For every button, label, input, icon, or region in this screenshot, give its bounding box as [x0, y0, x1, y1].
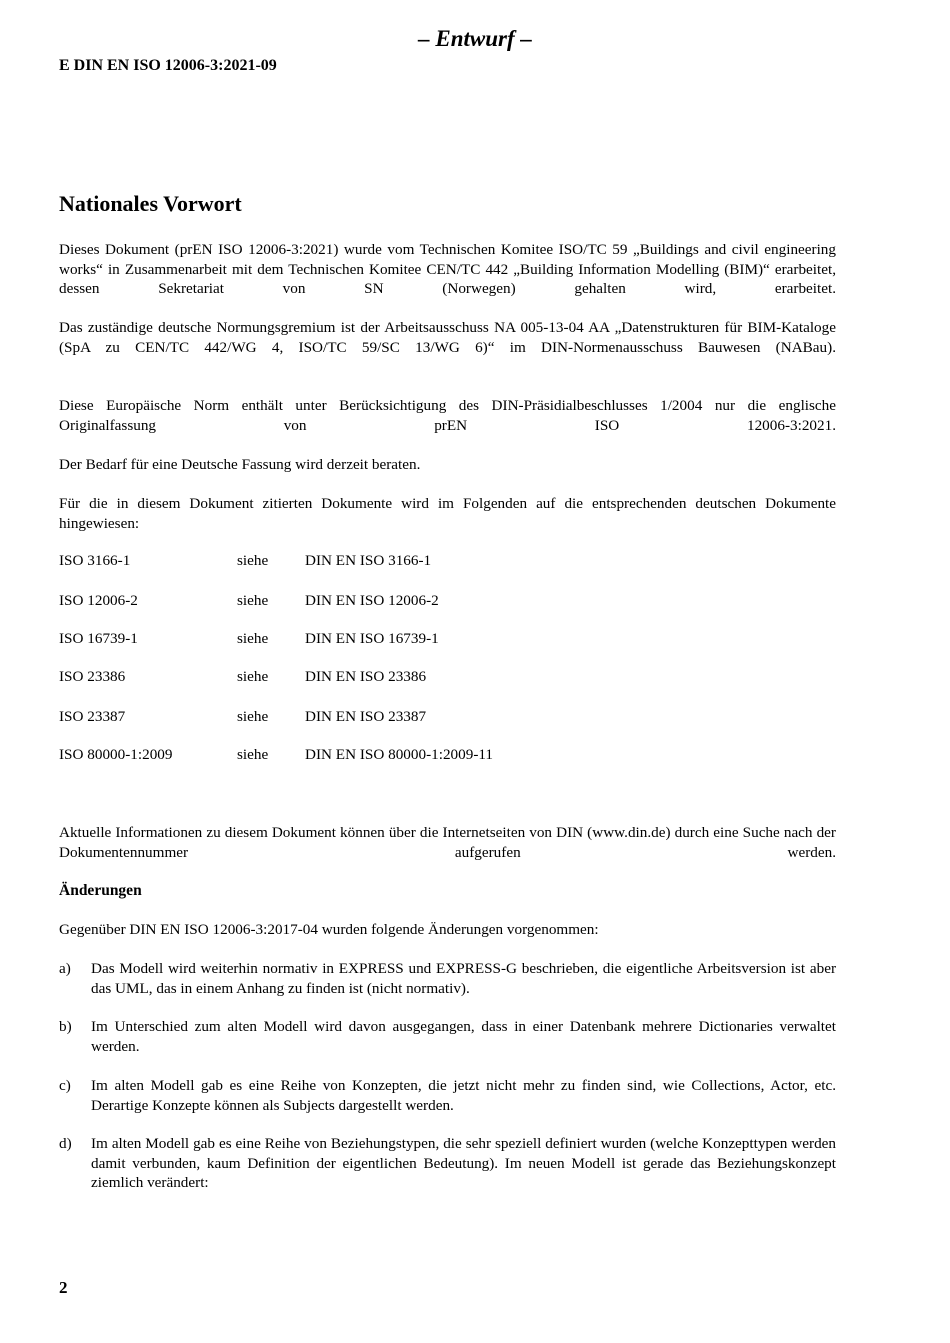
paragraph-german-version: Der Bedarf für eine Deutsche Fassung wird derzeit beraten. [59, 456, 421, 473]
reference-iso: ISO 23387 [59, 708, 126, 725]
list-item: Das Modell wird weiterhin normativ in EXPRESS und EXPRESS-G beschrieben, die eigentliche Arbeitsversion ist aber das UML, das in einem Anhang zu finden ist (nicht normativ). [91, 960, 836, 997]
reference-din: DIN EN ISO 23386 [305, 668, 427, 685]
list-item-marker: b) [59, 1018, 72, 1035]
reference-see: siehe [237, 708, 269, 725]
paragraph-info: Aktuelle Informationen zu diesem Dokument können über die Internetseiten von DIN (www.din.de) durch eine Suche nach der Dokumentennummer aufgerufen werden. [59, 824, 836, 861]
paragraph-origin: Dieses Dokument (prEN ISO 12006-3:2021) wurde vom Technischen Komitee ISO/TC 59 „Buildings and civil engineering works“ in Zusammenarbeit mit dem Technischen Komitee CEN/TC 442 „Building Information Modelling (BIM)“ erarbeitet, dessen Sekretariat von SN (Norwegen) gehalten wird, erarbeitet. [59, 241, 836, 298]
draft-label: – Entwurf – [418, 26, 532, 51]
list-item: Im alten Modell gab es eine Reihe von Konzepten, die jetzt nicht mehr zu finden sind, wie Collections, Actor, etc. Derartige Konzepte können als Subjects dargestellt werden. [91, 1077, 836, 1114]
reference-din: DIN EN ISO 23387 [305, 708, 427, 725]
list-item-marker: a) [59, 960, 71, 977]
section-title: Nationales Vorwort [59, 191, 242, 216]
changes-intro: Gegenüber DIN EN ISO 12006-3:2017-04 wurden folgende Änderungen vorgenommen: [59, 921, 599, 938]
page-number: 2 [59, 1278, 68, 1297]
reference-see: siehe [237, 668, 269, 685]
list-item: Im Unterschied zum alten Modell wird davon ausgegangen, dass in einer Datenbank mehrere Dictionaries verwaltet werden. [91, 1018, 836, 1055]
list-item-marker: d) [59, 1135, 72, 1152]
reference-see: siehe [237, 552, 269, 569]
paragraph-references-intro: Für die in diesem Dokument zitierten Dokumente wird im Folgenden auf die entsprechenden deutschen Dokumente hingewiesen: [59, 495, 836, 532]
reference-see: siehe [237, 592, 269, 609]
reference-iso: ISO 3166-1 [59, 552, 131, 569]
reference-iso: ISO 16739-1 [59, 630, 138, 647]
reference-iso: ISO 12006-2 [59, 592, 138, 609]
paragraph-language: Diese Europäische Norm enthält unter Berücksichtigung des DIN-Präsidialbeschlusses 1/2004 nur die englische Originalfassung von prEN ISO 12006-3:2021. [59, 397, 836, 434]
reference-din: DIN EN ISO 16739-1 [305, 630, 439, 647]
reference-see: siehe [237, 746, 269, 763]
reference-din: DIN EN ISO 12006-2 [305, 592, 439, 609]
reference-iso: ISO 23386 [59, 668, 126, 685]
reference-see: siehe [237, 630, 269, 647]
paragraph-committee: Das zuständige deutsche Normungsgremium ist der Arbeitsausschuss NA 005-13-04 AA „Datenstrukturen für BIM-Kataloge (SpA zu CEN/TC 442/WG 4, ISO/TC 59/SC 13/WG 6)“ im DIN-Normenausschuss Bauwesen (NABau). [59, 319, 836, 356]
reference-din: DIN EN ISO 3166-1 [305, 552, 432, 569]
document-id: E DIN EN ISO 12006-3:2021-09 [59, 57, 277, 74]
list-item: Im alten Modell gab es eine Reihe von Beziehungstypen, die sehr speziell definiert wurden (welche Konzepttypen werden damit verbunden, kaum Definition der eigentlichen Bedeutung). Im neuen Modell ist gerade das Beziehungskonzept ziemlich verändert: [91, 1135, 836, 1192]
reference-iso: ISO 80000-1:2009 [59, 746, 173, 763]
changes-heading: Änderungen [59, 882, 142, 899]
list-item-marker: c) [59, 1077, 71, 1094]
reference-din: DIN EN ISO 80000-1:2009-11 [305, 746, 493, 763]
